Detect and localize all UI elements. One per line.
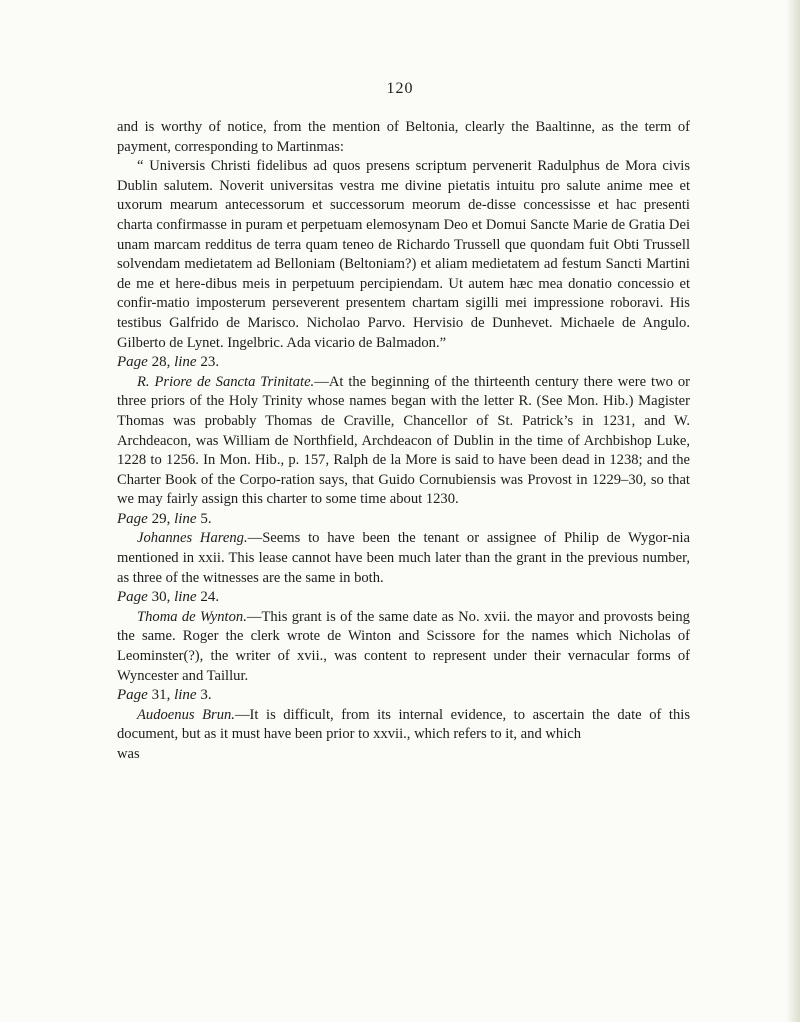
heading-line-label: line xyxy=(174,687,197,704)
page-number: 120 xyxy=(386,80,414,97)
heading-page-number: 29, xyxy=(151,510,171,527)
heading-page-label: Page xyxy=(117,589,148,606)
heading-page-label: Page xyxy=(117,687,148,704)
heading-page-number: 28, xyxy=(151,354,171,371)
heading-line-number: 24. xyxy=(200,589,220,606)
note-lead: Thoma de Wynton. xyxy=(137,608,247,625)
charter-quote: “ Universis Christi fidelibus ad quos presens scriptum pervenerit Radulphus de Mora civis Dublin salutem. Noverit universitas vestra me divine pietatis intuitu pro salute anime mee et uxorum mearum antecessorum et successorum meorum de-disse concessisse et hac presenti charta confirmasse in puram et perpetuam elemosynam Deo et Domui Sancte Marie de Gratia Dei unam marcam redditus de terra quam teneo de Richardo Trussell que quondam fuit Obti Trussell solvendam medietatem ad Belloniam (Beltoniam?) et aliam medietatem ad festum Sancti Martini de me et here-dibus meis in perpetuum percipiendam. Ut autem hæc mea donatio concessio et confir-matio imposterum perseverent presentem chartam sigilli mei impressione roboravi. His testibus Galfrido de Marisco. Nicholao Parvo. Hervisio de Dunhevet. Michaele de Angulo. Gilberto de Lynet. Ingelbric. Ada vicario de Balmadon.” xyxy=(117,158,690,351)
catchword: was xyxy=(117,746,140,762)
note-text: —Seems to have been the tenant or assignee of Philip de Wygor-nia mentioned in xxii. This lease cannot have been much later than the grant in the previous number, as three of the witnesses are the same in both. xyxy=(117,530,690,586)
note-lead: R. Priore de Sancta Trinitate. xyxy=(137,373,315,390)
note-paragraph xyxy=(117,608,690,686)
heading-line-number: 5. xyxy=(200,510,212,527)
paragraph: and is worthy of notice, from the mention of Beltonia, clearly the Baaltinne, as the term of payment, corresponding to Martinmas: xyxy=(117,119,690,155)
note-text: —It is difficult, from its internal evidence, to ascertain the date of this document, but as it must have been prior to xxvii., which refers to it, and which xyxy=(117,706,691,743)
heading-line-number: 23. xyxy=(200,354,220,371)
note-heading xyxy=(117,510,690,530)
note-paragraph xyxy=(117,529,690,588)
note-paragraph xyxy=(117,373,690,510)
heading-line-label: line xyxy=(174,354,197,371)
heading-page-label: Page xyxy=(117,510,148,527)
note-lead: Johannes Hareng. xyxy=(137,530,248,547)
heading-page-number: 30, xyxy=(151,589,171,606)
heading-page-label: Page xyxy=(117,354,148,371)
page-edge-shadow xyxy=(786,0,800,1022)
heading-page-number: 31, xyxy=(151,687,171,704)
heading-line-number: 3. xyxy=(200,687,212,704)
note-text: —This grant is of the same date as No. xvii. the mayor and provosts being the same. Roger the clerk wrote de Winton and Scissore for the names which Nicholas of Leominster(?), the writer of xvii., was content to represent under their vernacular forms of Wyncester and Taillur. xyxy=(117,608,690,684)
note-lead: Audoenus Brun. xyxy=(137,706,235,723)
heading-line-label: line xyxy=(174,589,197,606)
page-body xyxy=(117,118,690,765)
note-text: —At the beginning of the thirteenth century there were two or three priors of the Holy Trinity whose names began with the letter R. (See Mon. Hib.) Magister Thomas was probably Thomas de Craville, Chancellor of St. Patrick’s in 1231, and W. Archdeacon, was William de Northfield, Archdeacon of Dublin in the time of Archbishop Luke, 1228 to 1256. In Mon. Hib., p. 157, Ralph de la More is said to have been dead in 1238; and the Charter Book of the Corpo-ration says, that Guido Cornubiensis was Provost in 1229–30, so that we may fairly assign this charter to some time about 1230. xyxy=(117,373,691,508)
heading-line-label: line xyxy=(174,510,197,527)
note-heading xyxy=(117,353,690,373)
note-paragraph xyxy=(117,706,690,745)
note-heading xyxy=(117,686,690,706)
note-heading xyxy=(117,588,690,608)
